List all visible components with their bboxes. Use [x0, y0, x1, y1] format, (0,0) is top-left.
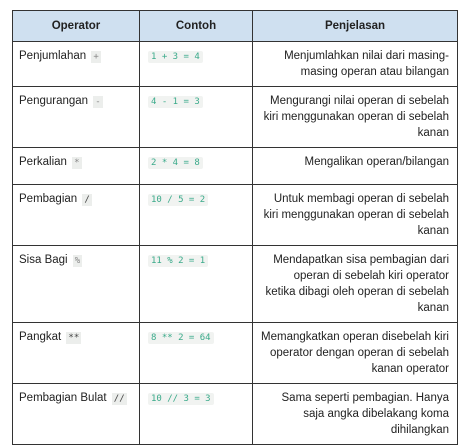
operator-cell — [13, 148, 140, 185]
description-cell: Memangkatkan operan disebelah kiri operator dengan operan di sebelah kanan operator — [253, 323, 458, 384]
description-cell: Mengalikan operan/bilangan — [253, 148, 458, 185]
operator-symbol: - — [95, 97, 101, 107]
operator-cell — [13, 323, 140, 384]
description-cell: Mengurangi nilai operan di sebelah kiri menggunakan operan di sebelah kanan — [253, 87, 458, 148]
example-code: 4 - 1 = 3 — [148, 96, 203, 108]
operator-name: Pembagian — [19, 193, 78, 205]
table-header-row — [13, 11, 458, 42]
description-cell: Mendapatkan sisa pembagian dari operan di sebelah kiri operator ketika dibagi oleh operan di sebelah kanan — [253, 246, 458, 323]
description-cell: Menjumlahkan nilai dari masing-masing operan atau bilangan — [253, 42, 458, 87]
header-example: Contoh — [140, 11, 253, 42]
description-cell: Sama seperti pembagian. Hanya saja angka dibelakang koma dihilangkan — [253, 384, 458, 445]
operator-symbol: // — [113, 394, 125, 404]
example-cell — [140, 384, 253, 445]
example-code: 10 / 5 = 2 — [148, 194, 208, 206]
example-code: 1 + 3 = 4 — [148, 51, 203, 63]
operator-name: Pengurangan — [19, 95, 89, 107]
operator-symbol: ** — [68, 333, 80, 343]
example-code: 2 * 4 = 8 — [148, 157, 203, 169]
operator-symbol: * — [74, 158, 80, 168]
operator-name: Pangkat — [19, 331, 62, 343]
table-row — [13, 185, 458, 246]
table-row — [13, 384, 458, 445]
table-row — [13, 42, 458, 87]
operator-symbol: + — [93, 52, 99, 62]
description-cell: Untuk membagi operan di sebelah kiri menggunakan operan di sebelah kanan — [253, 185, 458, 246]
example-cell — [140, 323, 253, 384]
table-row — [13, 87, 458, 148]
header-operator: Operator — [13, 11, 140, 42]
operator-cell — [13, 246, 140, 323]
example-cell — [140, 87, 253, 148]
example-code: 11 % 2 = 1 — [148, 255, 208, 267]
operator-cell — [13, 42, 140, 87]
operator-cell — [13, 87, 140, 148]
operator-symbol: % — [74, 256, 81, 266]
example-cell — [140, 246, 253, 323]
operator-cell — [13, 384, 140, 445]
table-row — [13, 323, 458, 384]
example-cell — [140, 185, 253, 246]
table-row — [13, 148, 458, 185]
operator-name: Penjumlahan — [19, 50, 87, 62]
table-row — [13, 246, 458, 323]
example-cell — [140, 42, 253, 87]
operator-table — [12, 10, 458, 445]
operator-name: Perkalian — [19, 156, 67, 168]
operator-symbol: / — [84, 195, 90, 205]
header-description: Penjelasan — [253, 11, 458, 42]
operator-name: Sisa Bagi — [19, 254, 68, 266]
example-code: 10 // 3 = 3 — [148, 393, 214, 405]
operator-cell — [13, 185, 140, 246]
example-cell — [140, 148, 253, 185]
operator-name: Pembagian Bulat — [19, 392, 107, 404]
example-code: 8 ** 2 = 64 — [148, 332, 214, 344]
